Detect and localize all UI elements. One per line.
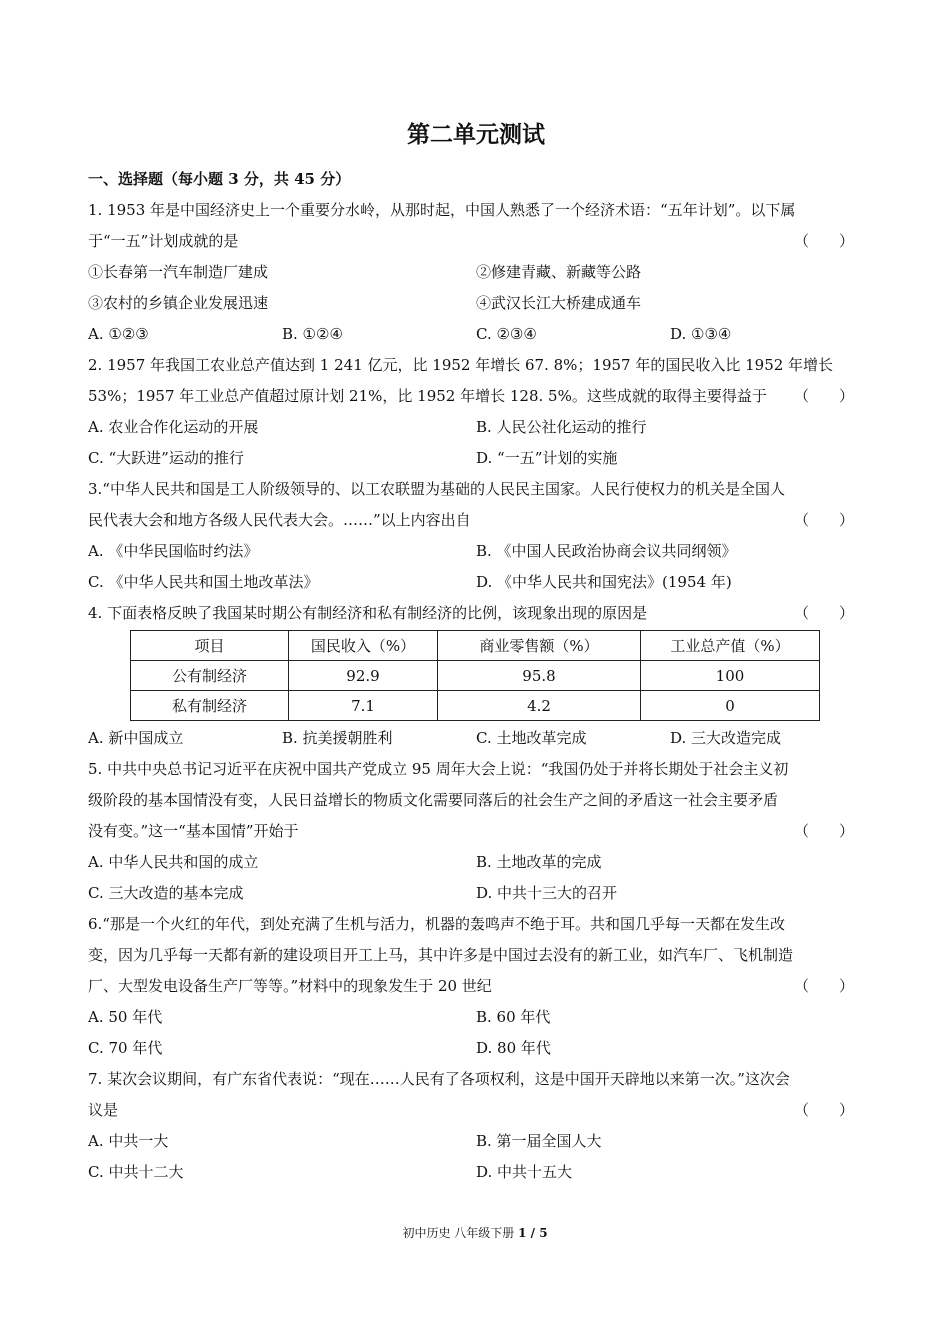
- answer-bracket: （ ）: [793, 232, 854, 250]
- question-4-line-1: 4. 下面表格反映了我国某时期公有制经济和私有制经济的比例，该现象出现的原因是 （ ）: [88, 598, 864, 629]
- question-2-line-2: 53%；1957 年工业总产值超过原计划 21%，比 1952 年增长 128. 5%。这些成就的取得主要得益于 （ ）: [88, 381, 864, 412]
- table-row: [131, 691, 820, 721]
- question-2-options: [88, 443, 864, 474]
- table-header: 商业零售额（%）: [438, 631, 641, 661]
- question-7-options: [88, 1126, 864, 1157]
- list-item: ④武汉长江大桥建成通车: [476, 294, 642, 312]
- question-1-items: [88, 257, 864, 288]
- option-c: C. ②③④: [476, 325, 537, 343]
- option-b: B. 60 年代: [476, 1008, 551, 1026]
- list-item: ③农村的乡镇企业发展迅速: [88, 294, 269, 312]
- option-a: A. ①②③: [88, 325, 149, 343]
- answer-bracket: （ ）: [793, 604, 854, 622]
- question-3-line-1: 3.“中华人民共和国是工人阶级领导的、以工农联盟为基础的人民民主国家。人民行使权力的机关是全国人: [88, 480, 785, 498]
- question-2-line-1: 2. 1957 年我国工农业总产值达到 1 241 亿元，比 1952 年增长 67. 8%；1957 年的国民收入比 1952 年增长: [88, 356, 834, 374]
- option-a: A. 50 年代: [88, 1008, 163, 1026]
- question-4-options: [88, 723, 864, 754]
- option-d: D. “一五”计划的实施: [476, 449, 618, 467]
- option-d: D. 三大改造完成: [670, 729, 782, 747]
- option-d: D. 中共十三大的召开: [476, 884, 618, 902]
- option-a: A. 中共一大: [88, 1132, 169, 1150]
- question-2-options: [88, 412, 864, 443]
- table-header: 项目: [131, 631, 289, 661]
- question-5-line-1: 5. 中共中央总书记习近平在庆祝中国共产党成立 95 周年大会上说：“我国仍处于并将长期处于社会主义初: [88, 760, 789, 778]
- question-3-options: [88, 536, 864, 567]
- page-title: 第二单元测试: [407, 121, 545, 148]
- question-1-line-1: 1. 1953 年是中国经济史上一个重要分水岭，从那时起，中国人熟悉了一个经济术语：“五年计划”。以下属: [88, 201, 796, 219]
- option-b: B. 土地改革的完成: [476, 853, 602, 871]
- option-c: C. 70 年代: [88, 1039, 163, 1057]
- option-b: B. 人民公社化运动的推行: [476, 418, 647, 436]
- section-heading: 一、选择题（每小题 3 分，共 45 分）: [88, 170, 351, 188]
- option-b: B. 第一届全国人大: [476, 1132, 602, 1150]
- page-footer: [0, 1224, 950, 1241]
- answer-bracket: （ ）: [793, 511, 854, 529]
- table-cell: 公有制经济: [131, 661, 289, 691]
- option-d: D. ①③④: [670, 325, 732, 343]
- table-header-row: [131, 631, 820, 661]
- question-7-line-1: 7. 某次会议期间，有广东省代表说：“现在……人民有了各项权利，这是中国开天辟地以来第一次。”这次会: [88, 1070, 790, 1088]
- question-7-options: [88, 1157, 864, 1188]
- page-number: 1 / 5: [518, 1226, 548, 1240]
- table-cell: 100: [641, 661, 820, 691]
- table-header: 工业总产值（%）: [641, 631, 820, 661]
- question-7-line-2: 议是 （ ）: [88, 1095, 864, 1126]
- option-a: A. 农业合作化运动的开展: [88, 418, 259, 436]
- option-a: A. 中华人民共和国的成立: [88, 853, 259, 871]
- question-6-line-3: 厂、大型发电设备生产厂等等。”材料中的现象发生于 20 世纪 （ ）: [88, 971, 864, 1002]
- answer-bracket: （ ）: [793, 387, 854, 405]
- table-cell: 私有制经济: [131, 691, 289, 721]
- option-c: C. 土地改革完成: [476, 729, 587, 747]
- option-c: C. 中共十二大: [88, 1163, 184, 1181]
- question-6-options: [88, 1002, 864, 1033]
- option-d: D. 80 年代: [476, 1039, 551, 1057]
- table-cell: 92.9: [289, 661, 438, 691]
- question-6-line-1: 6.“那是一个火红的年代，到处充满了生机与活力，机器的轰鸣声不绝于耳。共和国几乎每一天都在发生改: [88, 915, 785, 933]
- list-item: ①长春第一汽车制造厂建成: [88, 263, 269, 281]
- option-a: A. 新中国成立: [88, 729, 184, 747]
- answer-bracket: （ ）: [793, 822, 854, 840]
- question-3-line-2: 民代表大会和地方各级人民代表大会。……”以上内容出自 （ ）: [88, 505, 864, 536]
- option-c: C. “大跃进”运动的推行: [88, 449, 244, 467]
- answer-bracket: （ ）: [793, 977, 854, 995]
- option-c: C. 《中华人民共和国土地改革法》: [88, 573, 319, 591]
- table-cell: 7.1: [289, 691, 438, 721]
- option-d: D. 中共十五大: [476, 1163, 573, 1181]
- table-header: 国民收入（%）: [289, 631, 438, 661]
- option-d: D. 《中华人民共和国宪法》(1954 年): [476, 573, 732, 591]
- answer-bracket: （ ）: [793, 1101, 854, 1119]
- table-cell: 95.8: [438, 661, 641, 691]
- economy-table: [130, 630, 820, 721]
- question-5-line-2: 级阶段的基本国情没有变，人民日益增长的物质文化需要同落后的社会生产之间的矛盾这一社会主要矛盾: [88, 791, 779, 809]
- footer-subject: 初中历史 八年级下册: [402, 1226, 515, 1240]
- question-5-options: [88, 847, 864, 878]
- table-cell: 0: [641, 691, 820, 721]
- option-a: A. 《中华民国临时约法》: [88, 542, 259, 560]
- question-1-items: [88, 288, 864, 319]
- list-item: ②修建青藏、新藏等公路: [476, 263, 642, 281]
- table-row: [131, 661, 820, 691]
- option-b: B. ①②④: [282, 325, 343, 343]
- option-c: C. 三大改造的基本完成: [88, 884, 244, 902]
- exam-page: [88, 120, 864, 1188]
- option-b: B. 抗美援朝胜利: [282, 729, 393, 747]
- question-6-line-2: 变，因为几乎每一天都有新的建设项目开工上马，其中许多是中国过去没有的新工业，如汽车厂、飞机制造: [88, 946, 794, 964]
- question-6-options: [88, 1033, 864, 1064]
- question-5-options: [88, 878, 864, 909]
- table-cell: 4.2: [438, 691, 641, 721]
- question-1-options: [88, 319, 864, 350]
- question-3-options: [88, 567, 864, 598]
- question-5-line-3: 没有变。”这一“基本国情”开始于 （ ）: [88, 816, 864, 847]
- question-1-line-2: 于“一五”计划成就的是 （ ）: [88, 226, 864, 257]
- option-b: B. 《中国人民政治协商会议共同纲领》: [476, 542, 737, 560]
